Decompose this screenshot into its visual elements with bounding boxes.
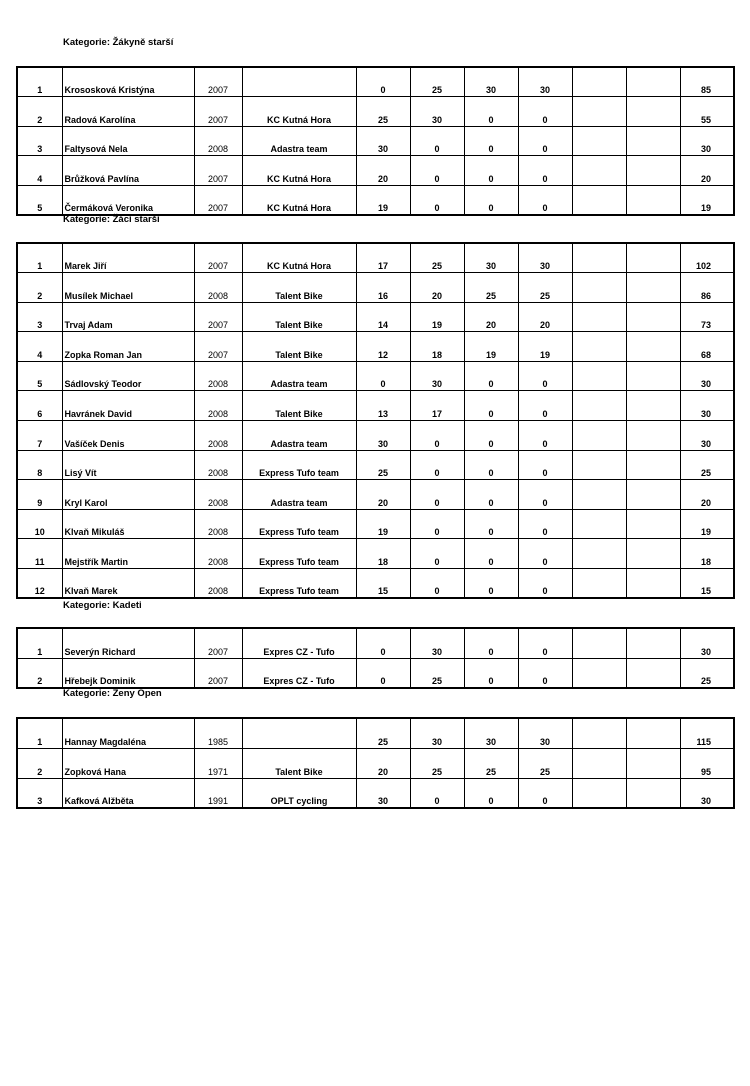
race6-points-cell [626,97,680,127]
name-cell: Severýn Richard [62,628,194,658]
race1-points-cell: 25 [356,450,410,480]
race6-points-cell [626,748,680,778]
name-cell: Radová Karolína [62,97,194,127]
race5-points-cell [572,156,626,186]
race4-points-cell: 0 [518,185,572,215]
race2-points-cell: 17 [410,391,464,421]
race3-points-cell: 0 [464,185,518,215]
race3-points-cell: 25 [464,273,518,303]
category-heading: Kategorie: Kadeti [63,600,142,611]
table-row [17,569,734,599]
team-cell: Expres CZ - Tufo [242,628,356,658]
race6-points-cell [626,509,680,539]
category-heading: Kategorie: Žákyně starší [63,37,174,48]
race6-points-cell [626,628,680,658]
race1-points-cell: 19 [356,185,410,215]
race4-points-cell: 20 [518,302,572,332]
rank-cell: 8 [17,450,62,480]
total-points-cell: 102 [680,243,734,273]
race1-points-cell: 15 [356,569,410,599]
race6-points-cell [626,480,680,510]
race2-points-cell: 18 [410,332,464,362]
team-cell: Express Tufo team [242,450,356,480]
race5-points-cell [572,628,626,658]
name-cell: Krososková Kristýna [62,67,194,97]
race3-points-cell: 0 [464,569,518,599]
rank-cell: 1 [17,628,62,658]
rank-cell: 4 [17,332,62,362]
race3-points-cell: 19 [464,332,518,362]
race2-points-cell: 0 [410,539,464,569]
race2-points-cell: 25 [410,658,464,688]
year-cell: 2008 [194,391,242,421]
race4-points-cell: 0 [518,569,572,599]
table-row [17,748,734,778]
table-row [17,480,734,510]
table-row [17,391,734,421]
table-row [17,361,734,391]
race6-points-cell [626,421,680,451]
race1-points-cell: 12 [356,332,410,362]
race4-points-cell: 30 [518,718,572,748]
race6-points-cell [626,718,680,748]
race6-points-cell [626,569,680,599]
race4-points-cell: 30 [518,67,572,97]
race1-points-cell: 20 [356,156,410,186]
year-cell: 2007 [194,658,242,688]
name-cell: Lisý Vít [62,450,194,480]
race6-points-cell [626,658,680,688]
rank-cell: 11 [17,539,62,569]
race3-points-cell: 0 [464,539,518,569]
category-heading: Kategorie: Žáci starší [63,214,160,225]
name-cell: Faltysová Nela [62,126,194,156]
race3-points-cell: 0 [464,421,518,451]
team-cell: Express Tufo team [242,509,356,539]
race3-points-cell: 0 [464,658,518,688]
table-row [17,718,734,748]
race5-points-cell [572,718,626,748]
name-cell: Klvaň Mikuláš [62,509,194,539]
rank-cell: 9 [17,480,62,510]
team-cell: KC Kutná Hora [242,97,356,127]
rank-cell: 3 [17,302,62,332]
table-row [17,126,734,156]
race2-points-cell: 0 [410,450,464,480]
total-points-cell: 19 [680,185,734,215]
name-cell: Zopka Roman Jan [62,332,194,362]
race2-points-cell: 0 [410,569,464,599]
results-table [16,717,735,809]
team-cell: KC Kutná Hora [242,156,356,186]
team-cell: Talent Bike [242,302,356,332]
race1-points-cell: 0 [356,67,410,97]
race6-points-cell [626,273,680,303]
race4-points-cell: 0 [518,658,572,688]
table-row [17,332,734,362]
race4-points-cell: 0 [518,391,572,421]
race2-points-cell: 30 [410,361,464,391]
results-table [16,242,735,599]
year-cell: 2008 [194,361,242,391]
team-cell: Talent Bike [242,332,356,362]
race6-points-cell [626,243,680,273]
race2-points-cell: 25 [410,243,464,273]
race4-points-cell: 0 [518,778,572,808]
race6-points-cell [626,778,680,808]
race5-points-cell [572,361,626,391]
name-cell: Vašíček Denis [62,421,194,451]
total-points-cell: 85 [680,67,734,97]
race2-points-cell: 25 [410,67,464,97]
race2-points-cell: 0 [410,156,464,186]
table-row [17,450,734,480]
race1-points-cell: 16 [356,273,410,303]
team-cell: KC Kutná Hora [242,185,356,215]
race4-points-cell: 0 [518,450,572,480]
rank-cell: 1 [17,243,62,273]
total-points-cell: 30 [680,391,734,421]
year-cell: 2007 [194,67,242,97]
race5-points-cell [572,509,626,539]
total-points-cell: 73 [680,302,734,332]
rank-cell: 3 [17,778,62,808]
table-row [17,156,734,186]
race2-points-cell: 30 [410,718,464,748]
race3-points-cell: 0 [464,450,518,480]
race5-points-cell [572,421,626,451]
year-cell: 2007 [194,332,242,362]
race5-points-cell [572,97,626,127]
name-cell: Mejstřík Martin [62,539,194,569]
race3-points-cell: 30 [464,718,518,748]
year-cell: 2007 [194,243,242,273]
team-cell: Talent Bike [242,748,356,778]
rank-cell: 2 [17,97,62,127]
race5-points-cell [572,658,626,688]
team-cell: Adastra team [242,361,356,391]
total-points-cell: 115 [680,718,734,748]
race6-points-cell [626,185,680,215]
race6-points-cell [626,67,680,97]
rank-cell: 2 [17,748,62,778]
race1-points-cell: 20 [356,480,410,510]
team-cell [242,718,356,748]
total-points-cell: 68 [680,332,734,362]
total-points-cell: 25 [680,658,734,688]
total-points-cell: 30 [680,628,734,658]
race5-points-cell [572,126,626,156]
race4-points-cell: 0 [518,628,572,658]
year-cell: 2008 [194,421,242,451]
race4-points-cell: 25 [518,273,572,303]
race4-points-cell: 30 [518,243,572,273]
name-cell: Brůžková Pavlína [62,156,194,186]
name-cell: Hřebejk Dominik [62,658,194,688]
name-cell: Musílek Michael [62,273,194,303]
total-points-cell: 95 [680,748,734,778]
race5-points-cell [572,67,626,97]
table-row [17,628,734,658]
race5-points-cell [572,391,626,421]
race4-points-cell: 0 [518,480,572,510]
name-cell: Čermáková Veronika [62,185,194,215]
race3-points-cell: 0 [464,628,518,658]
table-row [17,97,734,127]
year-cell: 1985 [194,718,242,748]
name-cell: Kafková Alžběta [62,778,194,808]
race6-points-cell [626,391,680,421]
race1-points-cell: 0 [356,361,410,391]
name-cell: Kryl Karol [62,480,194,510]
team-cell: KC Kutná Hora [242,243,356,273]
race2-points-cell: 0 [410,421,464,451]
year-cell: 2008 [194,509,242,539]
total-points-cell: 86 [680,273,734,303]
year-cell: 1971 [194,748,242,778]
race3-points-cell: 25 [464,748,518,778]
total-points-cell: 18 [680,539,734,569]
table-row [17,302,734,332]
race1-points-cell: 25 [356,718,410,748]
race4-points-cell: 25 [518,748,572,778]
team-cell [242,67,356,97]
race2-points-cell: 0 [410,126,464,156]
race6-points-cell [626,450,680,480]
team-cell: Expres CZ - Tufo [242,658,356,688]
team-cell: Express Tufo team [242,539,356,569]
race2-points-cell: 30 [410,97,464,127]
year-cell: 2008 [194,450,242,480]
year-cell: 2007 [194,97,242,127]
team-cell: Adastra team [242,126,356,156]
results-table [16,66,735,216]
table-row [17,778,734,808]
race4-points-cell: 0 [518,97,572,127]
race5-points-cell [572,450,626,480]
rank-cell: 10 [17,509,62,539]
race3-points-cell: 0 [464,509,518,539]
total-points-cell: 30 [680,126,734,156]
name-cell: Havránek David [62,391,194,421]
year-cell: 2008 [194,480,242,510]
category-heading: Kategorie: Ženy Open [63,688,162,699]
race6-points-cell [626,302,680,332]
team-cell: Adastra team [242,480,356,510]
race3-points-cell: 0 [464,480,518,510]
rank-cell: 5 [17,361,62,391]
race5-points-cell [572,539,626,569]
race1-points-cell: 18 [356,539,410,569]
team-cell: Adastra team [242,421,356,451]
race3-points-cell: 0 [464,97,518,127]
table-row [17,658,734,688]
race4-points-cell: 0 [518,509,572,539]
race1-points-cell: 0 [356,628,410,658]
table-row [17,243,734,273]
race2-points-cell: 0 [410,509,464,539]
race5-points-cell [572,273,626,303]
rank-cell: 3 [17,126,62,156]
table-row [17,539,734,569]
race4-points-cell: 0 [518,126,572,156]
race3-points-cell: 0 [464,156,518,186]
race2-points-cell: 30 [410,628,464,658]
year-cell: 2008 [194,539,242,569]
name-cell: Klvaň Marek [62,569,194,599]
rank-cell: 1 [17,718,62,748]
race1-points-cell: 30 [356,126,410,156]
table-row [17,273,734,303]
name-cell: Hannay Magdaléna [62,718,194,748]
total-points-cell: 20 [680,480,734,510]
race4-points-cell: 0 [518,156,572,186]
race4-points-cell: 0 [518,421,572,451]
race5-points-cell [572,480,626,510]
name-cell: Sádlovský Teodor [62,361,194,391]
race1-points-cell: 30 [356,421,410,451]
year-cell: 2007 [194,302,242,332]
race6-points-cell [626,539,680,569]
race1-points-cell: 19 [356,509,410,539]
race1-points-cell: 25 [356,97,410,127]
rank-cell: 5 [17,185,62,215]
race5-points-cell [572,185,626,215]
race2-points-cell: 20 [410,273,464,303]
results-table [16,627,735,689]
team-cell: Talent Bike [242,391,356,421]
total-points-cell: 30 [680,778,734,808]
race1-points-cell: 17 [356,243,410,273]
table-row [17,67,734,97]
total-points-cell: 30 [680,361,734,391]
race6-points-cell [626,332,680,362]
race6-points-cell [626,361,680,391]
race3-points-cell: 0 [464,778,518,808]
year-cell: 2008 [194,273,242,303]
rank-cell: 7 [17,421,62,451]
race1-points-cell: 14 [356,302,410,332]
year-cell: 2007 [194,628,242,658]
race3-points-cell: 0 [464,126,518,156]
table-row [17,509,734,539]
team-cell: OPLT cycling [242,778,356,808]
race3-points-cell: 30 [464,67,518,97]
race1-points-cell: 13 [356,391,410,421]
total-points-cell: 19 [680,509,734,539]
race3-points-cell: 0 [464,391,518,421]
rank-cell: 2 [17,273,62,303]
name-cell: Marek Jiří [62,243,194,273]
race2-points-cell: 19 [410,302,464,332]
race6-points-cell [626,156,680,186]
total-points-cell: 55 [680,97,734,127]
race6-points-cell [626,126,680,156]
table-row [17,421,734,451]
name-cell: Zopková Hana [62,748,194,778]
year-cell: 2007 [194,185,242,215]
race3-points-cell: 0 [464,361,518,391]
race4-points-cell: 0 [518,539,572,569]
race2-points-cell: 0 [410,778,464,808]
race3-points-cell: 20 [464,302,518,332]
team-cell: Talent Bike [242,273,356,303]
race3-points-cell: 30 [464,243,518,273]
rank-cell: 12 [17,569,62,599]
total-points-cell: 20 [680,156,734,186]
race2-points-cell: 25 [410,748,464,778]
race1-points-cell: 0 [356,658,410,688]
year-cell: 2008 [194,126,242,156]
year-cell: 1991 [194,778,242,808]
rank-cell: 4 [17,156,62,186]
name-cell: Trvaj Adam [62,302,194,332]
race5-points-cell [572,569,626,599]
race5-points-cell [572,302,626,332]
total-points-cell: 25 [680,450,734,480]
total-points-cell: 15 [680,569,734,599]
race1-points-cell: 30 [356,778,410,808]
race5-points-cell [572,243,626,273]
rank-cell: 6 [17,391,62,421]
race2-points-cell: 0 [410,480,464,510]
rank-cell: 2 [17,658,62,688]
year-cell: 2007 [194,156,242,186]
race2-points-cell: 0 [410,185,464,215]
race5-points-cell [572,748,626,778]
race5-points-cell [572,332,626,362]
race4-points-cell: 19 [518,332,572,362]
race5-points-cell [572,778,626,808]
year-cell: 2008 [194,569,242,599]
rank-cell: 1 [17,67,62,97]
race4-points-cell: 0 [518,361,572,391]
table-row [17,185,734,215]
race1-points-cell: 20 [356,748,410,778]
team-cell: Express Tufo team [242,569,356,599]
total-points-cell: 30 [680,421,734,451]
